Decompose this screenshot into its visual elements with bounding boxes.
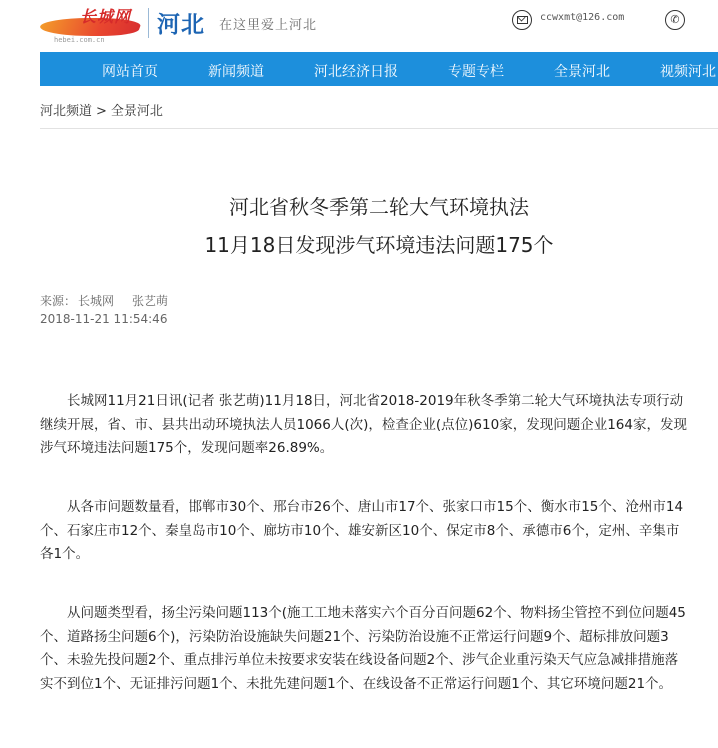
site-header: [0, 0, 718, 52]
slogan: 在这里爱上河北: [219, 18, 318, 33]
article-date: 2018-11-21 11:54:46: [40, 312, 168, 326]
breadcrumb-item-channel[interactable]: 河北频道: [40, 104, 93, 119]
nav-item-specials[interactable]: 专题专栏: [448, 64, 504, 80]
nav-item-news[interactable]: 新闻频道: [208, 64, 264, 80]
logo-divider: [148, 8, 149, 38]
site-logo[interactable]: [40, 6, 150, 44]
article-author: 张艺萌: [132, 294, 169, 308]
article-title-line2: 11月18日发现涉气环境违法问题175个: [204, 233, 554, 257]
divider: [40, 128, 718, 129]
contact-email[interactable]: ccwxmt@126.com: [540, 12, 625, 23]
logo-domain: hebei.com.cn: [54, 36, 105, 44]
source-name: 长城网: [78, 294, 115, 308]
nav-item-economic-daily[interactable]: 河北经济日报: [314, 64, 398, 80]
article-source: [40, 292, 168, 309]
source-label: 来源：: [40, 294, 77, 308]
mail-icon[interactable]: [512, 10, 532, 30]
nav-item-panorama[interactable]: 全景河北: [554, 64, 610, 80]
nav-item-home[interactable]: 网站首页: [102, 64, 158, 80]
logo-text: 长城网: [80, 7, 132, 26]
article-paragraph: 长城网11月21日讯(记者 张艺萌)11月18日，河北省2018-2019年秋冬季第二轮大气环境执法专项行动继续开展，省、市、县共出动环境执法人员1066人(次)，检查企业(点位)610家，发现问题企业164家，发现涉气环境违法问题175个，发现问题率26.89%。: [40, 393, 687, 456]
main-nav: [40, 52, 718, 86]
article-title-line1: 河北省秋冬季第二轮大气环境执法: [229, 195, 529, 219]
breadcrumb: [40, 100, 163, 119]
region-name: 河北: [157, 12, 205, 38]
breadcrumb-item-panorama[interactable]: 全景河北: [110, 104, 163, 119]
phone-icon[interactable]: ✆: [665, 10, 685, 30]
nav-item-video[interactable]: 视频河北: [660, 64, 716, 80]
article-paragraph: 从各市问题数量看，邯郸市30个、邢台市26个、唐山市17个、张家口市15个、衡水市15个、沧州市14个、石家庄市12个、秦皇岛市10个、廊坊市10个、雄安新区10个、保定市8个、承德市6个，定州、辛集市各1个。: [40, 499, 684, 562]
breadcrumb-separator: >: [96, 104, 107, 119]
article-paragraph: 从问题类型看，扬尘污染问题113个(施工工地未落实六个百分百问题62个、物料扬尘管控不到位问题45个、道路扬尘问题6个)，污染防治设施缺失问题21个、污染防治设施不正常运行问题9个、超标排放问题3个、未验先投问题2个、重点排污单位未按要求安装在线设备问题2个、涉气企业重污染天气应急减排措施落实不到位1个、无证排污问题1个、未批先建问题1个、在线设备不正常运行问题1个、其它环境问题21个。: [40, 605, 686, 692]
